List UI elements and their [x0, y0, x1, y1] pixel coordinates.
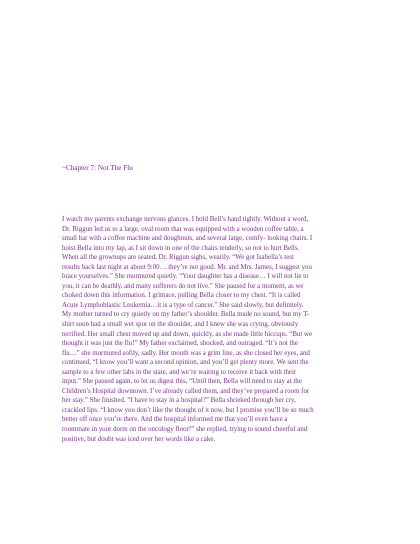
text-line: hoist Bella into my lap, as I sit down in one of the chairs tenderly, so not to hurt Bells. — [62, 244, 300, 252]
text-line: continued, “I know you’ll want a second opinion, and you’ll get plenty more. We sent the — [62, 359, 309, 367]
text-line: roommate in your dorm on the oncology floor!” she replied, trying to sound cheerful and — [62, 426, 308, 434]
text-line: thought it was just the flu!” My father exclaimed, shocked, and outraged. “It’s not the — [62, 340, 298, 348]
text-line: Acute Lymphoblastic Leukemia…it is a type of cancer.” She said slowly, but definitely. — [62, 301, 304, 309]
text-line: shirt soon had a small wet spot on the shoulder, and I knew she was crying, obviously — [62, 321, 299, 329]
text-line: choked down this information. I grimace, pulling Bella closer to my chest. “It is called — [62, 292, 301, 300]
text-line: better off once you’re there. And the hospital informed me that you’ll even have a — [62, 416, 288, 424]
text-line: crackled lips. “I know you don’t like the thought of it now, but I promise you’ll be so much — [62, 406, 314, 414]
text-line: Children’s Hospital downtown. I’ve already called them, and they’ve prepared a room for — [62, 387, 310, 395]
text-line: small bar with a coffee machine and doughnuts, and several large, comfy- looking chairs. I — [62, 235, 313, 243]
text-line: flu…” she murmured softly, sadly. Her mouth was a grim line, as she closed her eyes, and — [62, 349, 310, 357]
text-line: brace yourselves.” She murmured quietly. “Your daughter has a disease… I will not lie to — [62, 273, 309, 281]
text-line: terrified. Her small chest moved up and down, quickly, as she made little hiccups. “But we — [62, 330, 313, 338]
text-line: sample to a few other labs in the state, and we’re waiting to receive it back with their — [62, 368, 297, 376]
text-line: My mother turned to cry quietly on my father’s shoulder. Bella made no sound, but my T- — [62, 311, 310, 319]
text-line: positive, but doubt was iced over her words like a cake. — [62, 435, 216, 443]
text-line: input.” She paused again, to let us digest this, “Until then, Bella will need to stay at the — [62, 378, 302, 386]
chapter-title: ~Chapter 7: Not The Flu — [62, 164, 133, 172]
text-line: I watch my parents exchange nervous glances. I hold Bell’s hand tightly. Without a word, — [62, 216, 309, 223]
body-paragraph — [62, 215, 360, 444]
text-line: Dr. Riggun led us to a large, oval room that was equipped with a wooden coffee table, a — [62, 225, 304, 233]
text-line: results back last night at about 9:00… they’re not good. Mr. and Mrs. James, I suggest you — [62, 263, 312, 271]
text-line: you, it can be deathly, and many sufferers do not live.” She paused for a moment, as we — [62, 282, 304, 290]
text-line: When all the grownups are seated, Dr. Riggun sighs, wearily. “We got Isabella’s test — [62, 254, 294, 262]
text-line: her stay.” She finished. “I have to stay in a hospital?” Bella shrieked through her cry, — [62, 397, 296, 405]
